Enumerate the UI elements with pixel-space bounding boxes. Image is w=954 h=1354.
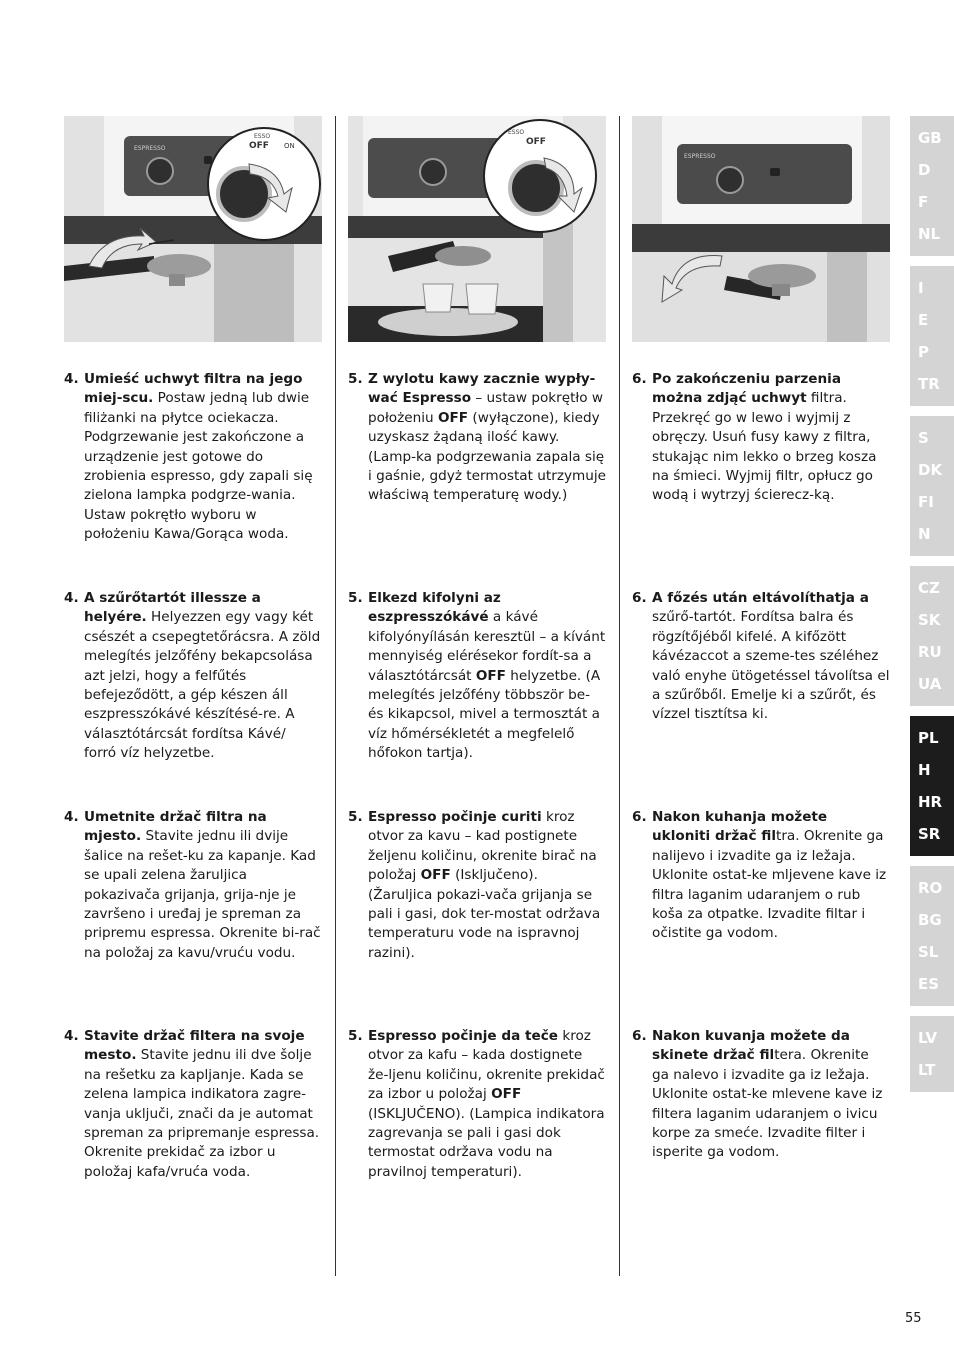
step-body: a kávé kifolyónyílásán keresztül – a kívánt mennyiség elérésekor fordít-sa a választótárcsát bbox=[368, 609, 606, 684]
language-group bbox=[910, 266, 954, 406]
step-number: 5. bbox=[348, 371, 363, 387]
lang-tab-ua[interactable]: UA bbox=[918, 675, 942, 693]
step-body: Stavite jednu ili dvije šalice na rešet-ku za kapanje. Kad se upali zelena žaruljica pokazivača grijanja, grija-nje je završeno i uređaj je spreman za pripremu espressa. Okrenite bi-rač na položaj za kavu/vruću vodu. bbox=[84, 828, 321, 961]
step-number: 5. bbox=[348, 809, 363, 825]
photo-espresso-flowing bbox=[348, 116, 606, 342]
step-body: tera. Okrenite ga nalevo i izvadite ga iz ležaja. Uklonite ostat-ke mlevene kave iz filtera laganim udaranjem o ivicu korpe za smeće. Izvadite filter i isperite ga vodom. bbox=[652, 1047, 883, 1161]
lang-tab-ru[interactable]: RU bbox=[918, 643, 942, 661]
step-number: 4. bbox=[64, 1028, 79, 1044]
lang-tab-p[interactable]: P bbox=[918, 343, 929, 361]
step-6-hr bbox=[632, 808, 890, 944]
step-body: (ISKLJUČENO). (Lampica indikatora zagrevanja se pali i gasi dok termostat održava vodu na pravilnoj temperaturi). bbox=[368, 1105, 605, 1180]
off-label: OFF bbox=[420, 867, 451, 884]
step-number: 6. bbox=[632, 1028, 647, 1044]
lang-tab-pl[interactable]: PL bbox=[918, 729, 939, 747]
language-group bbox=[910, 1016, 954, 1092]
page-number: 55 bbox=[905, 1311, 922, 1326]
selector-dial-icon bbox=[717, 167, 743, 193]
lang-tab-sl[interactable]: SL bbox=[918, 943, 939, 961]
photo-remove-filter-holder bbox=[632, 116, 890, 342]
brand-label: ESPRESSO bbox=[684, 153, 716, 160]
lang-tab-sr[interactable]: SR bbox=[918, 825, 941, 843]
step-4-hr bbox=[64, 808, 322, 963]
off-label: OFF bbox=[491, 1086, 522, 1103]
dial-off-label: OFF bbox=[249, 141, 269, 151]
language-group bbox=[910, 566, 954, 706]
lang-tab-tr[interactable]: TR bbox=[918, 375, 940, 393]
lang-tab-ro[interactable]: RO bbox=[918, 879, 943, 897]
step-body: szűrő-tartót. Fordítsa balra és rögzítőjéből kifelé. A kifőzött kávézaccot a szeme-tes széléhez való enyhe ütögetéssel távolítsa el a szűrőből. Emelje ki a szűrőt, és vízzel tisztítsa ki. bbox=[652, 609, 890, 723]
photo-attach-filter-holder bbox=[64, 116, 322, 342]
lang-tab-f[interactable]: F bbox=[918, 193, 929, 211]
cup-icon bbox=[423, 284, 453, 312]
step-heading: Z wylotu kawy zacznie wypły-wać Espresso bbox=[368, 371, 596, 407]
off-label: OFF bbox=[475, 667, 506, 684]
step-number: 6. bbox=[632, 590, 647, 606]
lang-tab-s[interactable]: S bbox=[918, 429, 929, 447]
step-heading: Stavite držač filtera na svoje mesto. bbox=[84, 1028, 305, 1064]
lang-tab-gb[interactable]: GB bbox=[918, 129, 942, 147]
step-number: 4. bbox=[64, 809, 79, 825]
lang-tab-d[interactable]: D bbox=[918, 161, 931, 179]
step-number: 4. bbox=[64, 590, 79, 606]
step-body: kroz otvor za kafu – kada dostignete že-ljenu količinu, okrenite prekidač za izbor u položaj bbox=[368, 1028, 605, 1103]
lang-tab-n[interactable]: N bbox=[918, 525, 931, 543]
brand-label: ESPRESSO bbox=[134, 145, 166, 152]
column-divider bbox=[619, 116, 620, 1276]
brand-short-label: ESSO bbox=[508, 129, 525, 136]
step-number: 5. bbox=[348, 1028, 363, 1044]
step-4-hu bbox=[64, 589, 322, 764]
lang-tab-dk[interactable]: DK bbox=[918, 461, 943, 479]
step-number: 6. bbox=[632, 371, 647, 387]
step-number: 4. bbox=[64, 371, 79, 387]
step-5-sr bbox=[348, 1027, 606, 1182]
step-heading: Umieść uchwyt filtra na jego miej-scu. bbox=[84, 371, 303, 407]
step-5-hu bbox=[348, 589, 606, 764]
lang-tab-bg[interactable]: BG bbox=[918, 911, 942, 929]
step-body: tra. Okrenite ga nalijevo i izvadite ga iz ležaja. Uklonite ostat-ke mljevene kave iz filtra laganim udaranjem o rub koša za otpatke. Izvadite filtar i očistite ga vodom. bbox=[652, 828, 887, 942]
lang-tab-lt[interactable]: LT bbox=[918, 1061, 936, 1079]
step-body: filtra. Przekręć go w lewo i wyjmij z obręczy. Usuń fusy kawy z filtra, stukając nim lekko o brzeg kosza na śmieci. Wyjmij filtr, opłucz go wodą i wytrzyj ścierecz-ką. bbox=[652, 390, 877, 504]
lang-tab-sk[interactable]: SK bbox=[918, 611, 941, 629]
step-number: 6. bbox=[632, 809, 647, 825]
step-number: 5. bbox=[348, 590, 363, 606]
step-heading: Po zakończeniu parzenia można zdjąć uchwyt bbox=[652, 371, 841, 407]
step-body: – ustaw pokrętło w położeniu bbox=[368, 390, 604, 426]
step-heading: Nakon kuvanja možete da skinete držač fil bbox=[652, 1028, 850, 1064]
language-group bbox=[910, 116, 954, 256]
lang-tab-e[interactable]: E bbox=[918, 311, 929, 329]
step-body: (wyłączone), kiedy uzyskasz żądaną ilość kawy. (Lamp-ka podgrzewania zapala się i gaśnie, gdyż termostat utrzymuje właściwą temperaturę wody.) bbox=[368, 409, 607, 504]
dial-off-label: OFF bbox=[526, 137, 546, 147]
lang-tab-nl[interactable]: NL bbox=[918, 225, 941, 243]
lang-tab-h[interactable]: H bbox=[918, 761, 931, 779]
step-body: Stavite jednu ili dve šolje na rešetku za kapljanje. Kada se zelena lampica indikatora zagre-vanja uključi, znači da je automat spreman za pripremanje espressa. Okrenite prekidač za izbor u položaj kafa/vruća voda. bbox=[84, 1047, 320, 1180]
lang-tab-fi[interactable]: FI bbox=[918, 493, 934, 511]
language-group bbox=[910, 416, 954, 556]
step-body: Helyezzen egy vagy két csészét a csepegtetőrácsra. A zöld melegítés jelzőfény bekapcsolása azt jelzi, hogy a felfűtés befejeződött, a gép készen áll eszpresszókávé készítésé-re. A választótárcsát fordítsa Kávé/ forró víz helyzetbe. bbox=[84, 609, 321, 762]
step-4-sr bbox=[64, 1027, 322, 1182]
lang-tab-hr[interactable]: HR bbox=[918, 793, 943, 811]
step-heading: A szűrőtartót illessze a helyére. bbox=[84, 590, 261, 626]
step-heading: A főzés után eltávolíthatja a bbox=[652, 590, 869, 606]
language-group bbox=[910, 866, 954, 1006]
step-heading: Espresso počinje curiti bbox=[368, 809, 542, 825]
cup-icon bbox=[466, 284, 498, 314]
step-body: kroz otvor za kavu – kad postignete željenu količinu, okrenite birač na položaj bbox=[368, 809, 597, 884]
dial-on-label: ON bbox=[284, 142, 295, 150]
step-heading: Espresso počinje da teče bbox=[368, 1028, 558, 1044]
lang-tab-lv[interactable]: LV bbox=[918, 1029, 938, 1047]
language-group-active bbox=[910, 716, 954, 856]
step-heading: Umetnite držač filtra na mjesto. bbox=[84, 809, 267, 845]
step-5-hr bbox=[348, 808, 606, 963]
step-6-sr bbox=[632, 1027, 890, 1163]
off-label: OFF bbox=[437, 409, 469, 426]
step-body: helyzetbe. (A melegítés jelzőfény többször be- és kikapcsol, mivel a termosztát a víz hőmérsékletét a megfelelő hőfokon tartja). bbox=[368, 667, 601, 762]
step-body: Postaw jedną lub dwie filiżanki na płytce ociekacza. Podgrzewanie jest zakończone a urządzenie jest gotowe do zrobienia espresso, gdy zapali się zielona lampka podgrze-wania. Ustaw pokrętło wyboru w położeniu Kawa/Gorąca woda. bbox=[84, 390, 313, 543]
step-5-pl bbox=[348, 370, 606, 506]
lang-tab-cz[interactable]: CZ bbox=[918, 579, 940, 597]
step-body: (Isključeno). (Žaruljica pokazi-vača grijanja se pali i gasi, dok ter-mostat održava temperaturu vode na ispravnoj razini). bbox=[368, 867, 601, 961]
brand-short-label: ESSO bbox=[254, 133, 271, 140]
lang-tab-i[interactable]: I bbox=[918, 279, 924, 297]
column-divider bbox=[335, 116, 336, 1276]
lang-tab-es[interactable]: ES bbox=[918, 975, 940, 993]
step-6-pl bbox=[632, 370, 890, 506]
step-heading: Elkezd kifolyni az eszpresszókávé bbox=[368, 590, 501, 626]
selector-dial-icon bbox=[147, 158, 173, 184]
step-heading: Nakon kuhanja možete ukloniti držač fil bbox=[652, 809, 828, 845]
step-6-hu bbox=[632, 589, 890, 725]
language-tabs bbox=[910, 116, 954, 1102]
step-4-pl bbox=[64, 370, 322, 545]
selector-dial-icon bbox=[420, 159, 446, 185]
